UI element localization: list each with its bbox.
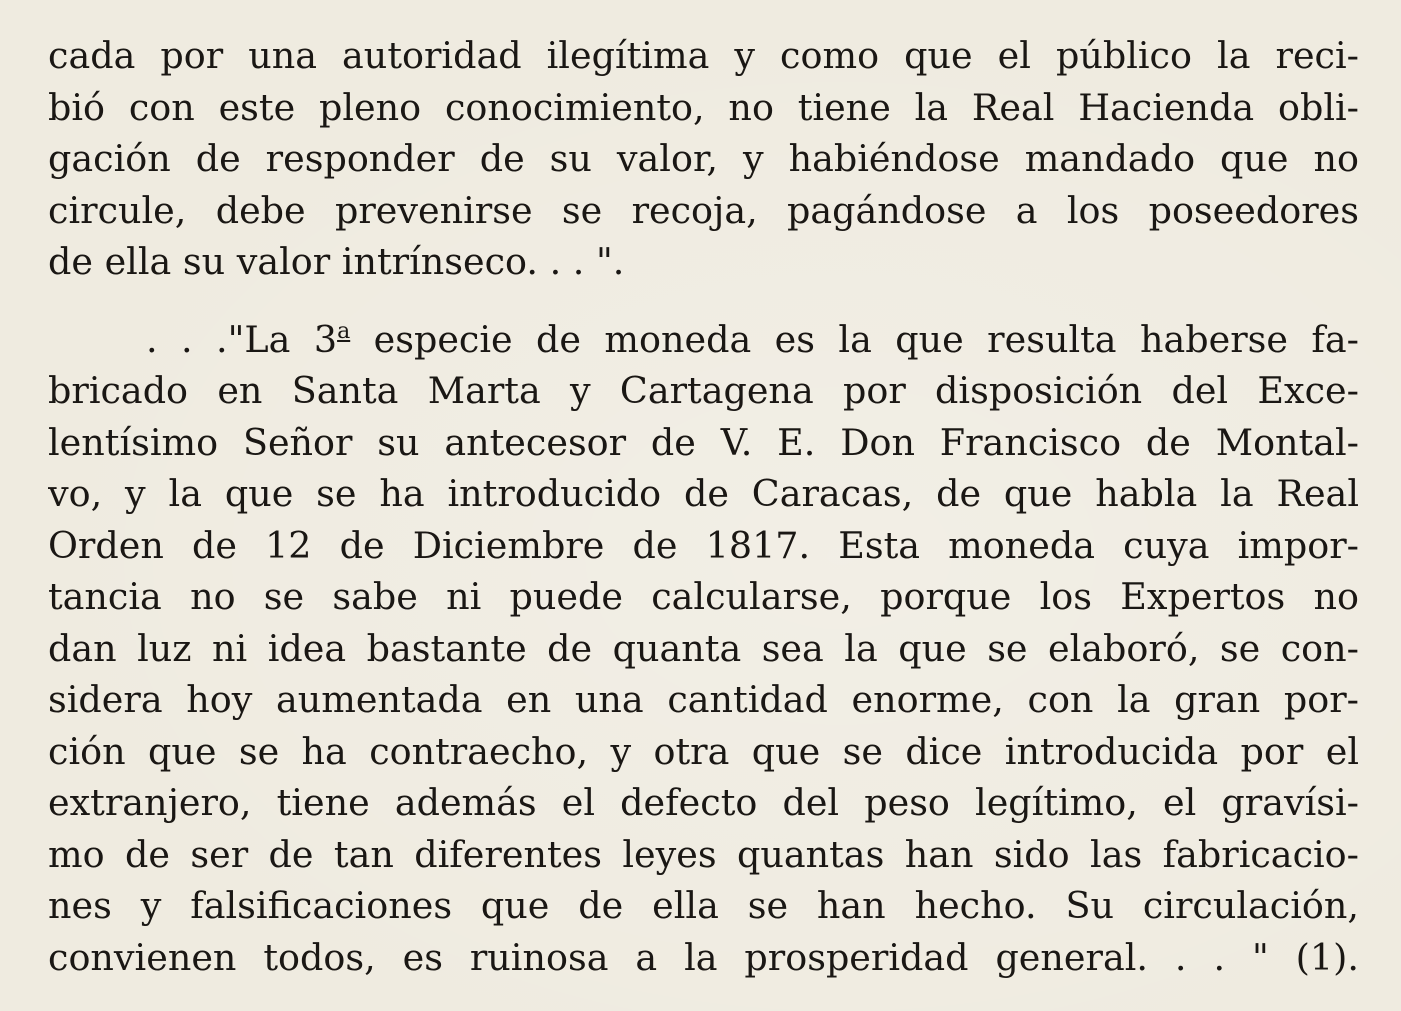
- paragraph-gap: [48, 288, 1359, 314]
- text-line: circule, debe prevenirse se recoja, pagándose a los poseedores: [48, 188, 1359, 232]
- text-line: convienen todos, es ruinosa a la prosperidad general. . . " (1).: [48, 935, 1359, 979]
- text-line: lentísimo Señor su antecesor de V. E. Don Francisco de Montal-: [48, 420, 1359, 464]
- text-line: Orden de 12 de Diciembre de 1817. Esta moneda cuya impor-: [48, 523, 1359, 567]
- text-line: de ella su valor intrínseco. . . ".: [48, 240, 625, 283]
- text-line: cada por una autoridad ilegítima y como que el público la reci-: [48, 34, 1359, 77]
- paragraph-2: [48, 314, 1359, 984]
- text-line: sidera hoy aumentada en una cantidad enorme, con la gran por-: [48, 678, 1359, 721]
- text-line: bricado en Santa Marta y Cartagena por disposición del Exce-: [48, 369, 1359, 412]
- text-line: dan luz ni idea bastante de quanta sea la que se elaboró, se con-: [48, 626, 1359, 670]
- ordinal-superscript: a: [337, 318, 351, 344]
- text-line: bió con este pleno conocimiento, no tiene la Real Hacienda obli-: [48, 85, 1359, 129]
- text-line: mo de ser de tan diferentes leyes quantas han sido las fabricacio-: [48, 832, 1359, 876]
- text-line: tancia no se sabe ni puede calcularse, porque los Expertos no: [48, 575, 1359, 618]
- text-block: [48, 30, 1359, 983]
- text-line: gación de responder de su valor, y habiéndose mandado que no: [48, 137, 1359, 180]
- line-start-text: . . ."La 3: [146, 317, 338, 361]
- text-line: vo, y la que se ha introducido de Caracas, de que habla la Real: [48, 472, 1359, 515]
- text-line: ción que se ha contraecho, y otra que se dice introducida por el: [48, 729, 1359, 773]
- paragraph-1: [48, 30, 1359, 288]
- text-line: extranjero, tiene además el defecto del peso legítimo, el gravísi-: [48, 781, 1359, 824]
- text-line: nes y falsificaciones que de ella se han hecho. Su circulación,: [48, 884, 1359, 927]
- line-end-text: especie de moneda es la que resulta haberse fa-: [350, 317, 1359, 361]
- text-line-first: [48, 314, 1359, 366]
